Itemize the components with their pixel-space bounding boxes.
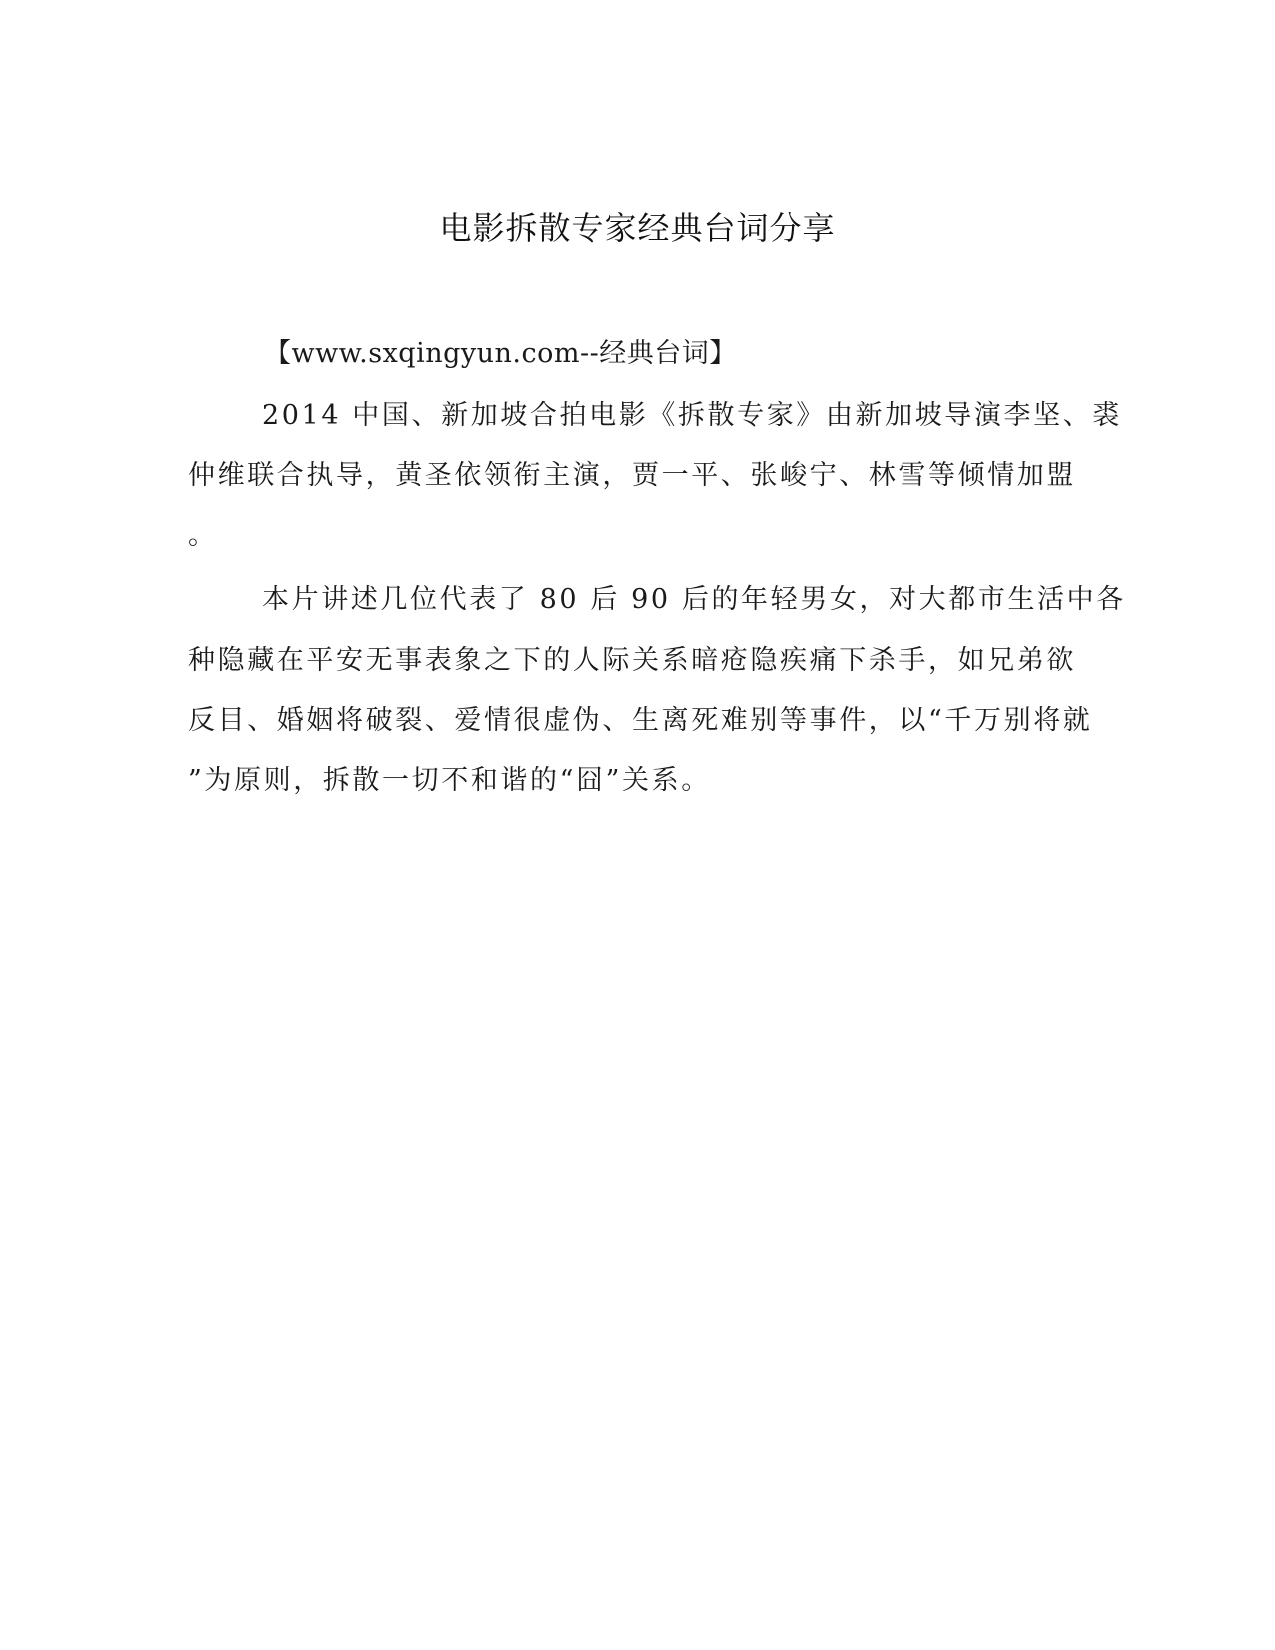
page-title: 电影拆散专家经典台词分享	[439, 209, 836, 247]
paragraph-1-line-3: 。	[188, 520, 218, 551]
paragraph-2-line-2: 种隐藏在平安无事表象之下的人际关系暗疮隐疾痛下杀手，如兄弟欲	[188, 645, 1076, 676]
paragraph-1-line-2: 仲维联合执导，黄圣依领衔主演，贾一平、张峻宁、林雪等倾情加盟	[188, 460, 1076, 491]
paragraph-1-line-1: 2014 中国、新加坡合拍电影《拆散专家》由新加坡导演李坚、裘	[262, 400, 1122, 431]
paragraph-2-line-1: 本片讲述几位代表了 80 后 90 后的年轻男女，对大都市生活中各	[262, 584, 1126, 615]
source-line: 【www.sxqingyun.com--经典台词】	[264, 338, 737, 369]
paragraph-2-line-3: 反目、婚姻将破裂、爱情很虚伪、生离死难别等事件，以“千万别将就	[188, 705, 1093, 736]
paragraph-2-line-4: ”为原则，拆散一切不和谐的“囧”关系。	[188, 765, 711, 796]
